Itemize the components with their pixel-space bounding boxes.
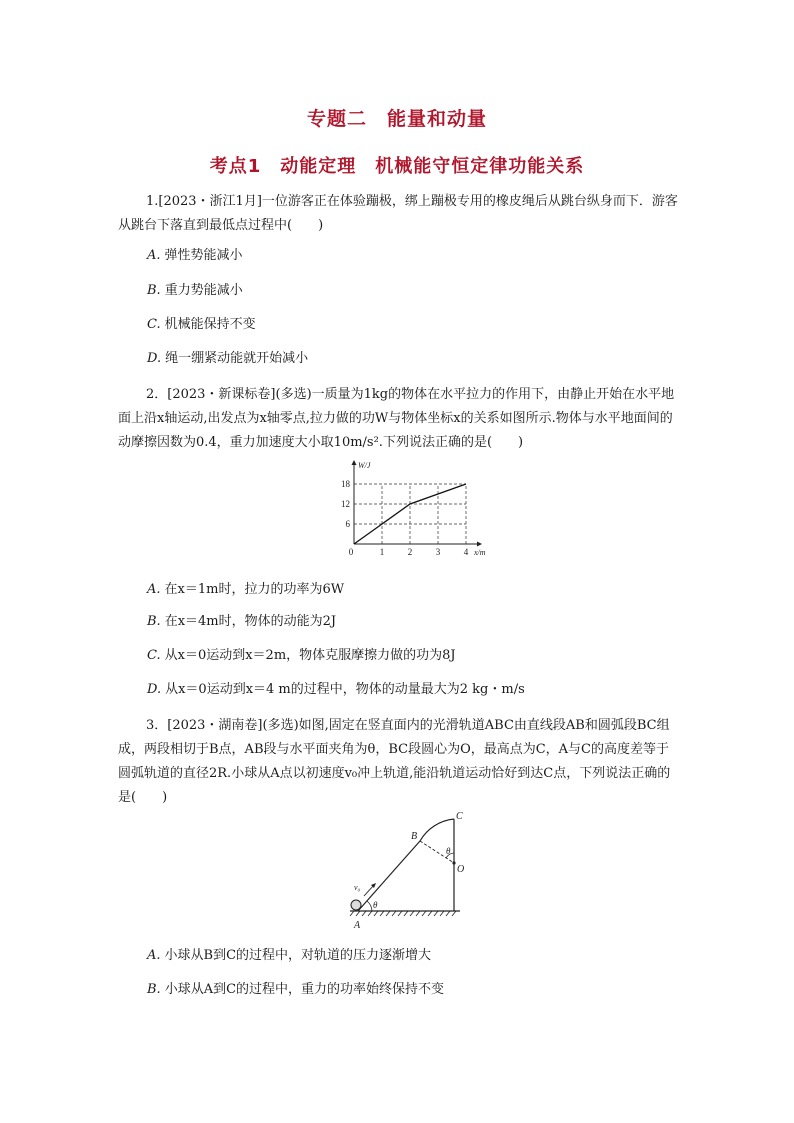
- q1-option-b: B. 重力势能减小: [147, 283, 243, 298]
- x-axis-arrow: [477, 542, 482, 547]
- y-tick-label-12: 12: [341, 499, 350, 509]
- y-tick-label-6: 6: [345, 519, 350, 529]
- x-tick-label-2: 2: [407, 547, 413, 557]
- q2-option-c: C. 从x＝0运动到x＝2m，物体克服摩擦力做的功为8J: [147, 648, 456, 663]
- y-tick-label-18: 18: [341, 479, 350, 489]
- label-theta-top: θ: [446, 846, 451, 856]
- label-v0: v₀: [354, 883, 361, 892]
- x-axis-label: x/m: [474, 548, 486, 557]
- work-displacement-chart: [338, 456, 486, 557]
- question-1-stem: 1.[2023・浙江1月]一位游客正在体验蹦极，绑上蹦极专用的橡皮绳后从跳台纵身而下．游客从跳台下落直到最低点过程中( ): [118, 194, 678, 233]
- q3-option-a: A. 小球从B到C的过程中，对轨道的压力逐渐增大: [147, 948, 432, 963]
- track-bc-arc: [420, 819, 454, 841]
- ball: [351, 900, 361, 910]
- label-theta-bottom: θ: [373, 900, 378, 910]
- page-title: 专题二 能量和动量: [306, 108, 487, 130]
- q2-option-d: D. 从x＝0运动到x＝4 m的过程中，物体的动量最大为2 kg・m/s: [147, 682, 525, 697]
- label-b: B: [411, 831, 418, 842]
- question-3-stem: 3．[2023・湖南卷](多选)如图,固定在竖直面内的光滑轨道ABC由直线段AB和圆弧段BC组成，两段相切于B点，AB段与水平面夹角为θ，BC段圆心为O，最高点为C，A与C的高度差等于圆弧轨道的直径2R.小球从A点以初速度v₀冲上轨道,能沿轨道运动恰好到达C点，下列说法正确的是( ): [118, 718, 671, 805]
- q2-option-b: B. 在x＝4m时，物体的动能为2J: [147, 614, 337, 629]
- label-a: A: [354, 920, 361, 931]
- track-figure: [340, 810, 480, 935]
- label-c: C: [456, 811, 463, 822]
- q1-option-c: C. 机械能保持不变: [147, 317, 256, 332]
- x-tick-label-1: 1: [379, 547, 385, 557]
- q1-option-d: D. 绳一绷紧动能就开始减小: [147, 351, 309, 366]
- label-o: O: [457, 864, 465, 875]
- q1-option-a: A. 弹性势能减小: [147, 248, 243, 263]
- x-tick-label-0: 0: [348, 547, 354, 557]
- section-title: 考点1 动能定理 机械能守恒定律功能关系: [209, 156, 585, 177]
- question-2-stem: 2．[2023・新课标卷](多选)一质量为1kg的物体在水平拉力的作用下，由静止开始在水平地面上沿x轴运动,出发点为x轴零点,拉力做的功W与物体坐标x的关系如图所示.物体与水平地面间的动摩擦因数为0.4，重力加速度大小取10m/s².下列说法正确的是( ): [118, 387, 675, 450]
- y-axis-arrow: [352, 460, 357, 465]
- track-ab: [358, 841, 420, 911]
- theta-arc-bottom: [367, 901, 372, 911]
- y-axis-label: W/J: [358, 461, 371, 470]
- x-tick-label-4: 4: [463, 547, 469, 557]
- q2-option-a: A. 在x＝1m时，拉力的功率为6W: [147, 582, 345, 597]
- ground-hatching: [350, 911, 456, 916]
- center-o-dot: [452, 861, 455, 864]
- q3-option-b: B. 小球从A到C的过程中，重力的功率始终保持不变: [147, 982, 445, 997]
- x-tick-label-3: 3: [435, 547, 441, 557]
